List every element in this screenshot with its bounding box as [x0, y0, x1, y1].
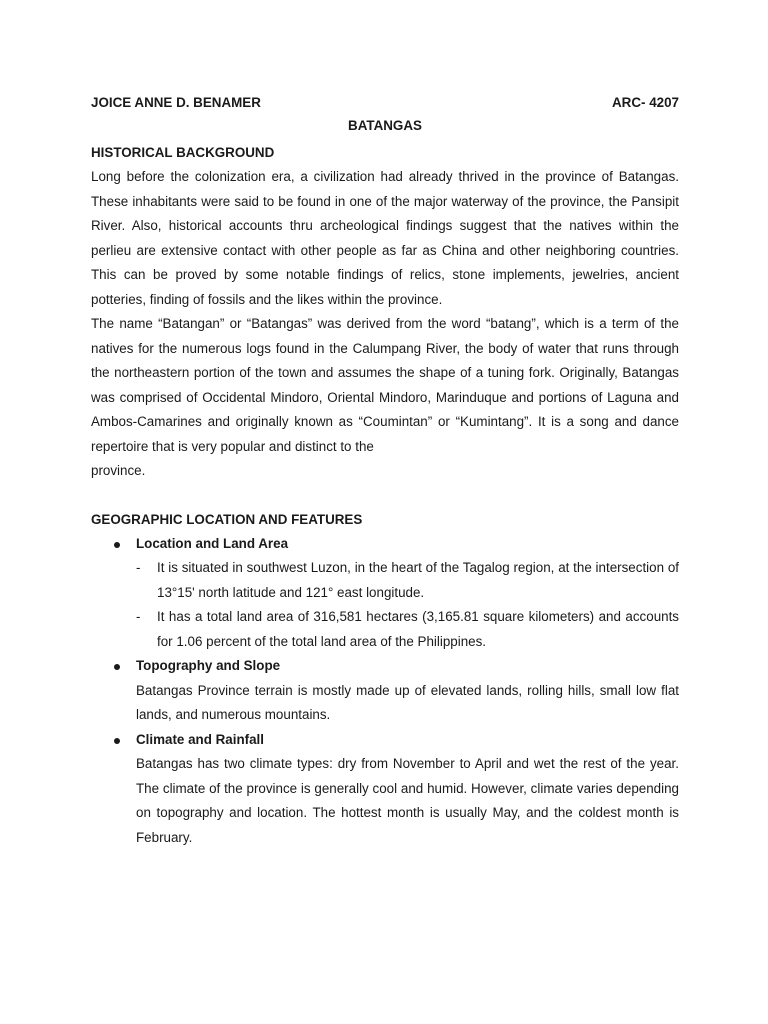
- geographic-location-heading: GEOGRAPHIC LOCATION AND FEATURES: [91, 511, 363, 527]
- document-content: [91, 92, 679, 850]
- section-spacer: [91, 484, 679, 508]
- climate-text: Batangas has two climate types: dry from November to April and wet the rest of the year. The climate of the province is generally cool and humid. However, climate varies depending on topography and location. The hottest month is usually May, and the coldest month is February.: [136, 756, 679, 845]
- location-detail-text-1: It is situated in southwest Luzon, in the heart of the Tagalog region, at the intersection of 13°15' north latitude and 121° east longitude.: [157, 560, 679, 600]
- topography-text: Batangas Province terrain is mostly made up of elevated lands, rolling hills, small low flat lands, and numerous mountains.: [136, 682, 679, 722]
- location-detail-1: [136, 556, 679, 605]
- dash-icon: -: [136, 560, 141, 575]
- bullet-icon: [114, 738, 120, 744]
- document-title: BATANGAS: [348, 118, 422, 133]
- list-item-climate: [91, 728, 679, 851]
- climate-title: Climate and Rainfall: [136, 731, 264, 747]
- list-item-location: [91, 532, 679, 655]
- dash-icon: -: [136, 609, 141, 624]
- location-details-list: [136, 556, 679, 654]
- bullet-icon: [114, 664, 120, 670]
- course-code: ARC- 4207: [612, 95, 679, 110]
- historical-paragraph-2-end: province.: [91, 463, 146, 478]
- location-detail-text-2: It has a total land area of 316,581 hectares (3,165.81 square kilometers) and accounts for 1.06 percent of the total land area of the Philippines.: [157, 609, 679, 649]
- list-item-topography: [91, 654, 679, 728]
- bullet-icon: [114, 542, 120, 548]
- historical-background-heading: HISTORICAL BACKGROUND: [91, 145, 275, 160]
- location-title: Location and Land Area: [136, 535, 289, 551]
- topography-title: Topography and Slope: [136, 658, 281, 673]
- author-name: JOICE ANNE D. BENAMER: [91, 95, 261, 110]
- historical-paragraph-1: Long before the colonization era, a civilization had already thrived in the province of Batangas. These inhabitants were said to be found in one of the major waterway of the province, the Pansipit River. Also, historical accounts thru archeological findings suggest that the natives within the perlieu are extensive contact with other people as far as China and other neighboring countries. This can be proved by some notable findings of relics, stone implements, jewelries, ancient potteries, finding of fossils and the likes within the province.: [91, 169, 679, 307]
- location-detail-2: [136, 605, 679, 654]
- geographic-features-list: [91, 532, 679, 851]
- document-header: [91, 92, 679, 114]
- historical-paragraph-2: The name “Batangan” or “Batangas” was derived from the word “batang”, which is a term of the natives for the numerous logs found in the Calumpang River, the body of water that runs through the northeastern portion of the town and assumes the shape of a tuning fork. Originally, Batangas was comprised of Occidental Mindoro, Oriental Mindoro, Marinduque and portions of Laguna and Ambos-Camarines and originally known as “Coumintan” or “Kumintang”. It is a song and dance repertoire that is very popular and distinct to the: [91, 316, 679, 454]
